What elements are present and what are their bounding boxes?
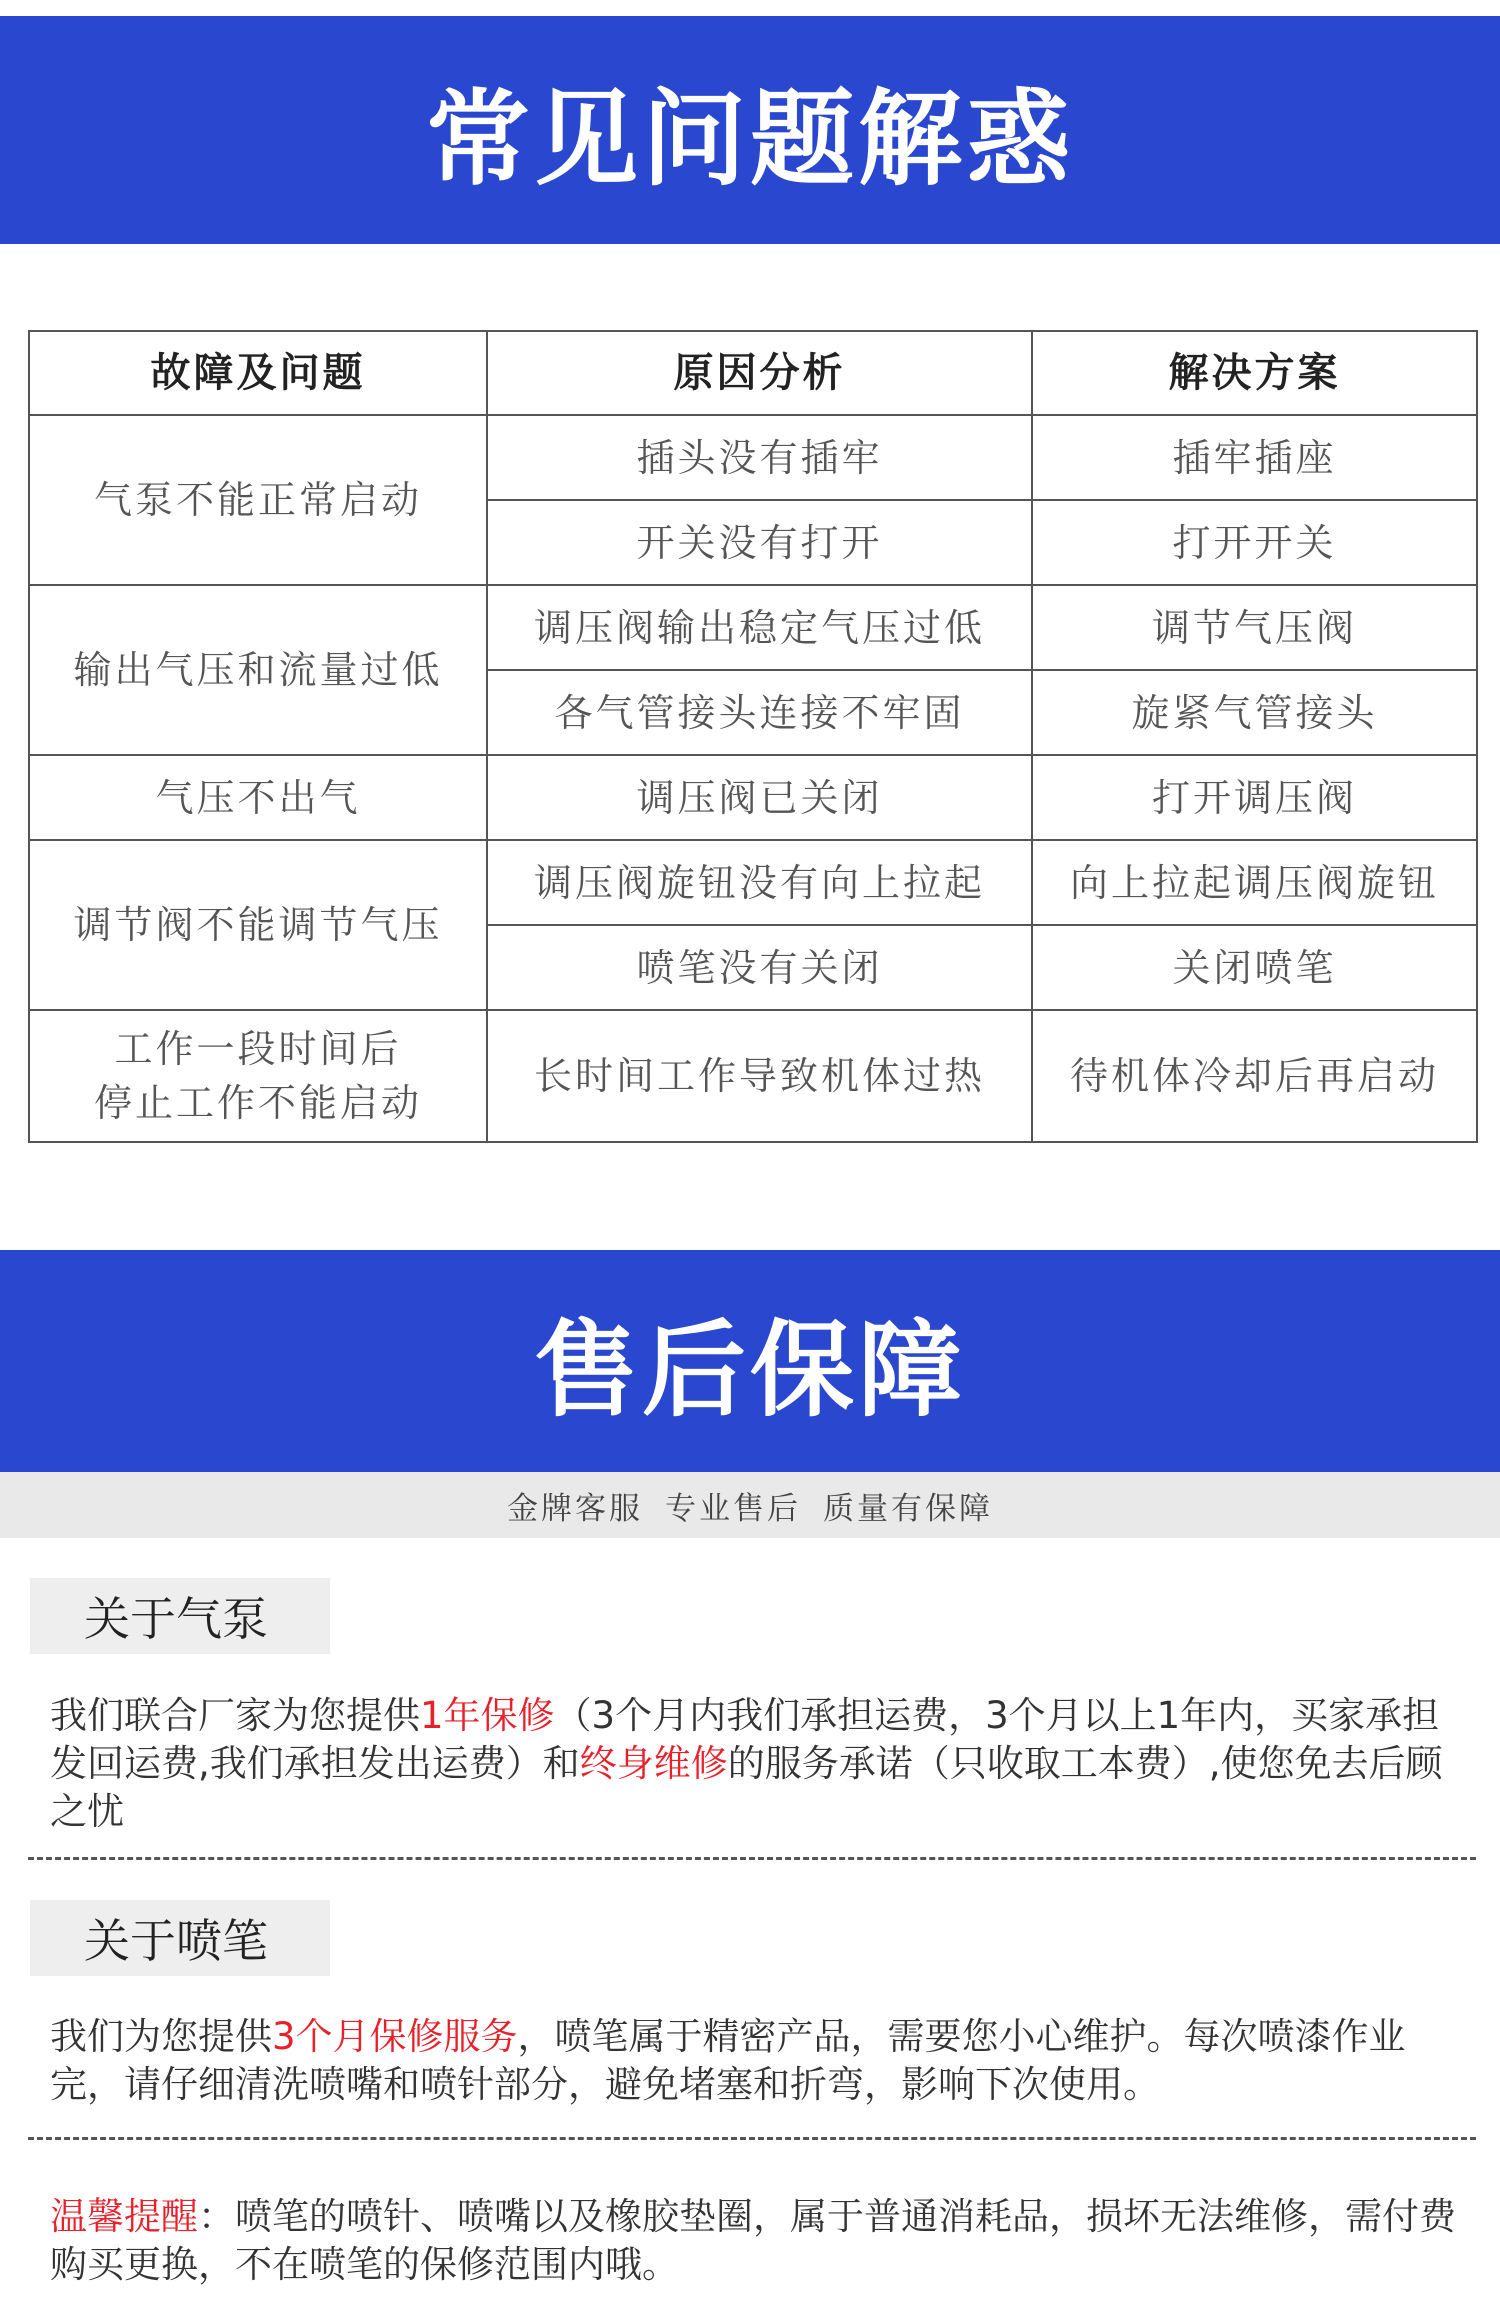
- problem-line: 停止工作不能启动: [93, 1081, 422, 1125]
- pump-text-a: 我们联合厂家为您提供: [50, 1694, 420, 1737]
- pump-warranty-text: [50, 1692, 1460, 1836]
- pen-text-a: 我们为您提供: [50, 2015, 272, 2058]
- pump-section-label: 关于气泵: [30, 1578, 330, 1654]
- solution-cell: 待机体冷却后再启动: [1032, 1010, 1477, 1142]
- table-row: [29, 840, 1477, 925]
- pen-section-label: 关于喷笔: [30, 1900, 330, 1976]
- tagline-item: 专业售后: [665, 1490, 801, 1527]
- service-title: 售后保障: [533, 1309, 966, 1431]
- solution-cell: 打开开关: [1032, 500, 1477, 585]
- pen-text-b: ，喷笔属于精密产品，需要您小心维护。每次喷漆作业完，请仔细清洗喷嘴和喷针部分，避免堵塞和折弯，影响下次使用。: [50, 2015, 1406, 2106]
- reminder-body: ：喷笔的喷针、喷嘴以及橡胶垫圈，属于普通消耗品，损坏无法维修，需付费购买更换，不在喷笔的保修范围内哦。: [50, 2195, 1456, 2286]
- service-title-banner: [0, 1250, 1500, 1472]
- cause-cell: 喷笔没有关闭: [487, 925, 1032, 1010]
- header-problem: 故障及问题: [29, 331, 487, 415]
- problem-cell: 输出气压和流量过低: [29, 585, 487, 755]
- cause-cell: 插头没有插牢: [487, 415, 1032, 500]
- pump-warranty-highlight: 1年保修: [420, 1694, 555, 1737]
- table-header-row: [29, 331, 1477, 415]
- tagline-item: 金牌客服: [507, 1490, 643, 1527]
- header-cause: 原因分析: [487, 331, 1032, 415]
- pen-warranty-highlight: 3个月保修服务: [272, 2015, 518, 2058]
- pump-text-b: （3个月内我们承担运费，3个月以上1年内，买家承担发回运费,我们承担发出运费）和: [50, 1694, 1440, 1785]
- reminder-label: 温馨提醒: [50, 2195, 198, 2238]
- solution-cell: 向上拉起调压阀旋钮: [1032, 840, 1477, 925]
- cause-cell: 各气管接头连接不牢固: [487, 670, 1032, 755]
- solution-cell: 调节气压阀: [1032, 585, 1477, 670]
- problem-cell: 气压不出气: [29, 755, 487, 840]
- table-row: [29, 585, 1477, 670]
- dashed-divider: [28, 2137, 1476, 2140]
- faq-table: [28, 330, 1478, 1143]
- problem-cell: [29, 1010, 487, 1142]
- reminder-text: [50, 2193, 1460, 2289]
- service-tagline-strip: [0, 1472, 1500, 1538]
- solution-cell: 关闭喷笔: [1032, 925, 1477, 1010]
- dashed-divider: [28, 1857, 1476, 1860]
- solution-cell: 插牢插座: [1032, 415, 1477, 500]
- tagline-item: 质量有保障: [823, 1490, 993, 1527]
- cause-cell: 调压阀已关闭: [487, 755, 1032, 840]
- table-row: [29, 755, 1477, 840]
- problem-line: 工作一段时间后: [114, 1027, 402, 1071]
- cause-cell: 调压阀输出稳定气压过低: [487, 585, 1032, 670]
- cause-cell: 长时间工作导致机体过热: [487, 1010, 1032, 1142]
- table-row: [29, 415, 1477, 500]
- problem-cell: 调节阀不能调节气压: [29, 840, 487, 1010]
- cause-cell: 开关没有打开: [487, 500, 1032, 585]
- lifetime-repair-highlight: 终身维修: [579, 1742, 728, 1785]
- faq-title: 常见问题解惑: [425, 78, 1074, 200]
- header-solution: 解决方案: [1032, 331, 1477, 415]
- problem-cell: 气泵不能正常启动: [29, 415, 487, 585]
- solution-cell: 打开调压阀: [1032, 755, 1477, 840]
- faq-title-banner: [0, 16, 1500, 244]
- pump-text-c: 的服务承诺（只收取工本费）,使您免去后顾之忧: [50, 1742, 1443, 1833]
- cause-cell: 调压阀旋钮没有向上拉起: [487, 840, 1032, 925]
- solution-cell: 旋紧气管接头: [1032, 670, 1477, 755]
- pen-warranty-text: [50, 2013, 1460, 2109]
- table-row: [29, 1010, 1477, 1142]
